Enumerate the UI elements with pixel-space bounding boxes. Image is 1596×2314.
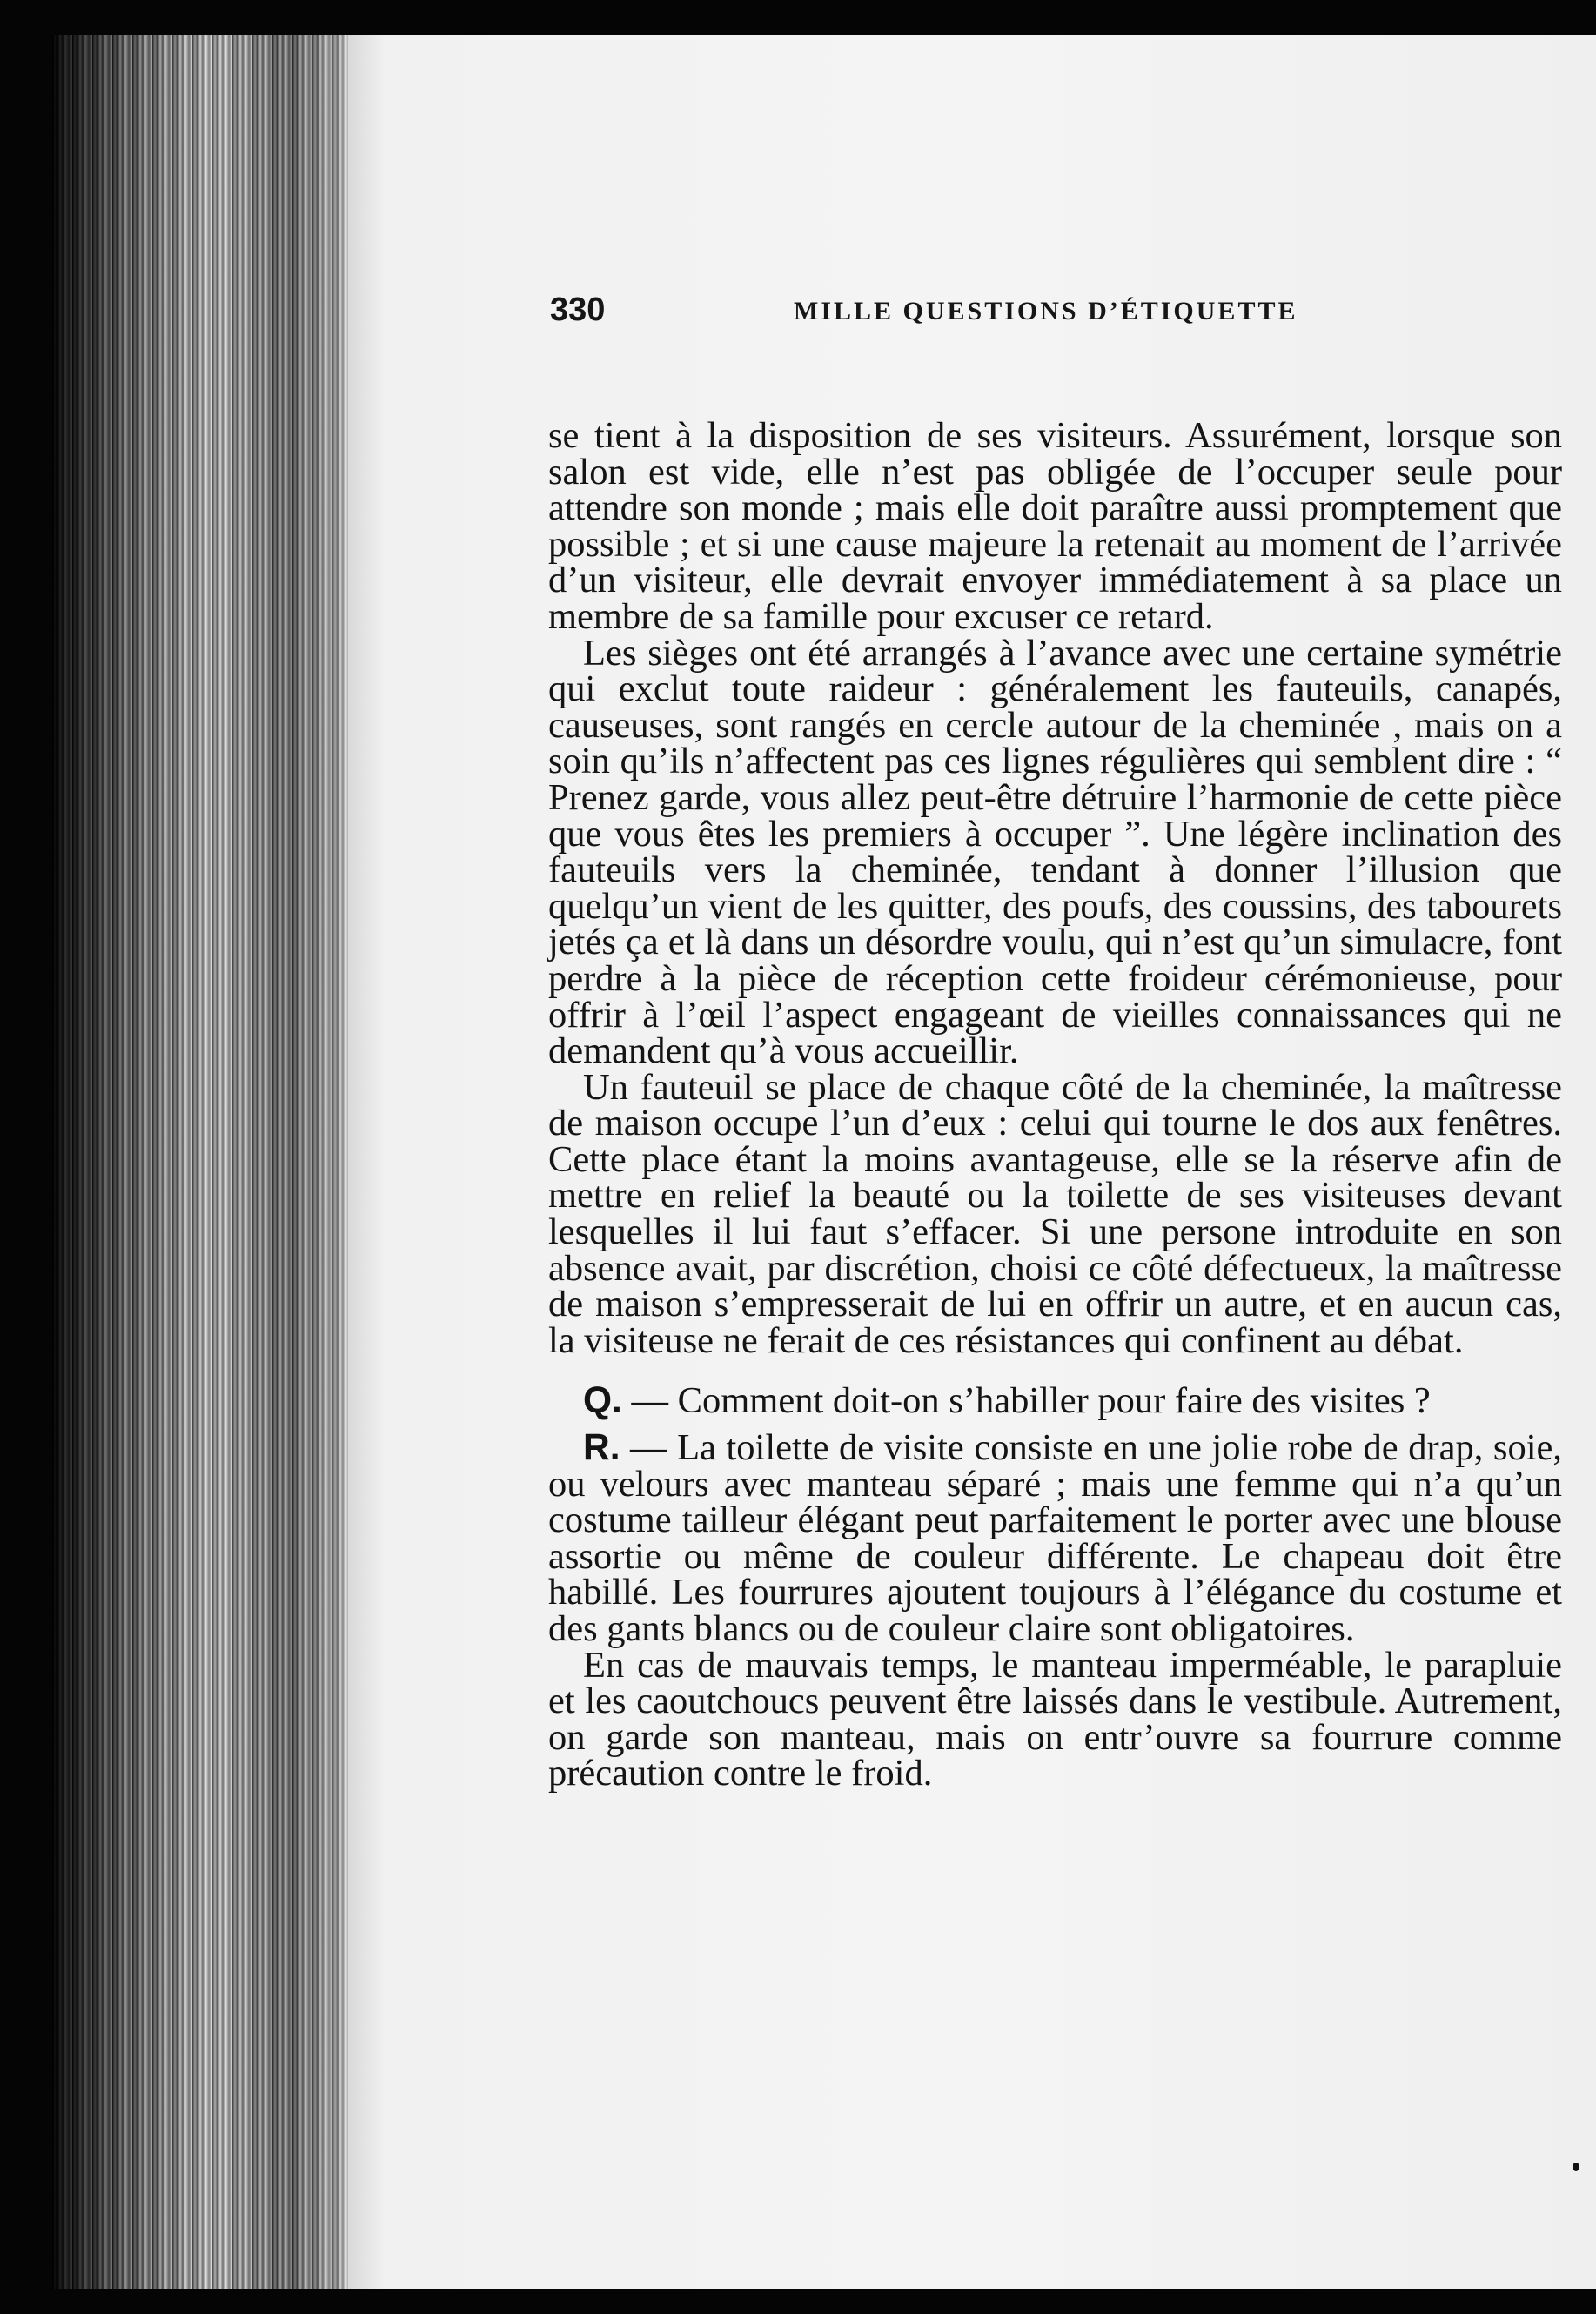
paragraph-seats: Les sièges ont été arrangés à l’avance avec une certaine symétrie qui exclut toute raideur : généralement les fauteuils, canapés, causeuses, sont rangés en cercle autour de la cheminée , mais on a soin qu’ils n’affectent pas ces lignes régulières qui semblent dire : “ Prenez garde, vous allez peut-être détruire l’harmonie de cette pièce que vous êtes les premiers à occuper ”. Une légère inclination des fauteuils vers la cheminée, tendant à donner l’illusion que quelqu’un vient de les quitter, des poufs, des coussins, des tabourets jetés ça et là dans un désordre voulu, qui n’est qu’un simulacre, font perdre à la pièce de réception cette froideur cérémonieuse, pour offrir à l’œil l’aspect engageant de vieilles connaissances qui ne demandent qu’à vous accueillir. <box>548 632 1562 1072</box>
question-text: — Comment doit-on s’habiller pour faire des visites ? <box>621 1380 1431 1422</box>
book-spine-edge <box>52 35 348 2289</box>
question-marker: Q. <box>583 1380 622 1422</box>
scan-speck <box>1573 2163 1579 2171</box>
paragraph-bad-weather: En cas de mauvais temps, le manteau imperméable, le parapluie et les caoutchoucs peuvent être laissés dans le vestibule. Autrement, on garde son manteau, mais on entr’ouvre sa fourrure comme précaution contre le froid. <box>548 1644 1562 1794</box>
question-paragraph <box>548 1380 1562 1422</box>
page-number: 330 <box>550 292 606 328</box>
page-body <box>548 415 1562 1794</box>
answer-text: — La toilette de visite consiste en une jolie robe de drap, soie, ou velours avec manteau séparé ; mais une femme qui n’a qu’un costume tailleur élégant peut parfaitement le porter avec une blouse assortie ou même de couleur différente. Le chapeau doit être habillé. Les fourrures ajoutent toujours à l’élégance du costume et des gants blancs ou de couleur claire sont obligatoires. <box>548 1427 1562 1649</box>
paragraph-continued: se tient à la disposition de ses visiteurs. Assurément, lorsque son salon est vide, elle n’est pas obligée de l’occuper seule pour attendre son monde ; mais elle doit paraître aussi promptement que possible ; et si une cause majeure la retenait au moment de l’arrivée d’un visiteur, elle devrait envoyer immédiatement à sa place un membre de sa famille pour excuser ce retard. <box>548 415 1562 637</box>
running-title: MILLE QUESTIONS D’ÉTIQUETTE <box>794 297 1298 325</box>
page-header <box>550 292 1596 344</box>
book-page <box>348 35 1596 2289</box>
answer-paragraph <box>548 1427 1562 1649</box>
answer-marker: R. <box>583 1427 620 1469</box>
paragraph-armchair: Un fauteuil se place de chaque côté de la cheminée, la maîtresse de maison occupe l’un d’eux : celui qui tourne le dos aux fenêtres. Cette place étant la moins avantageuse, elle se la réserve afin de mettre en relief la beauté ou la toilette de ses visiteuses devant lesquelles il lui faut s’effacer. Si une persone introduite en son absence avait, par discrétion, choisi ce côté défectueux, la maîtresse de maison s’empresserait de lui en offrir un autre, et en aucun cas, la visiteuse ne ferait de ces résistances qui confinent au débat. <box>548 1066 1562 1361</box>
